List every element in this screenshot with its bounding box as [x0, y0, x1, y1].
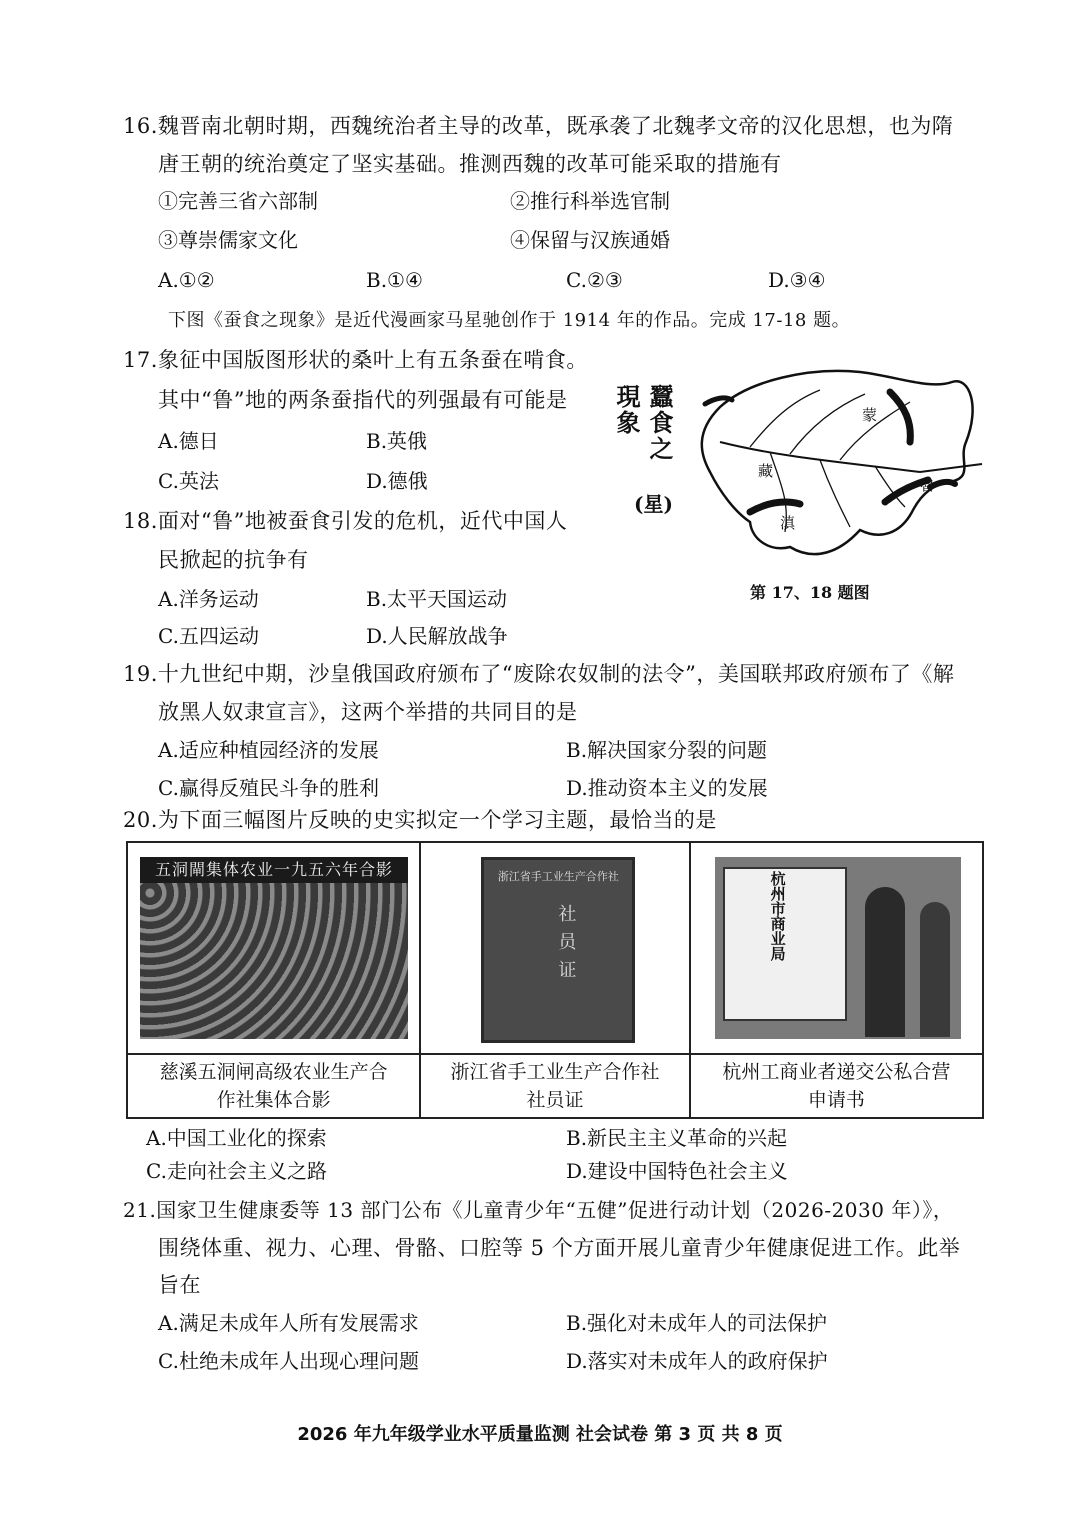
q17-option-b: B.英俄	[366, 429, 428, 453]
q16-option-b: B.①④	[366, 268, 423, 292]
caption-3-line2: 申请书	[807, 1089, 865, 1111]
q21-stem-line2: 围绕体重、视力、心理、骨骼、口腔等 5 个方面开展儿童青少年健康促进工作。此举	[158, 1236, 961, 1260]
application-photo	[691, 843, 982, 1053]
cartoon-signature: (星)	[634, 492, 673, 516]
q19-option-b: B.解决国家分裂的问题	[566, 738, 768, 762]
picture-caption-3	[690, 1054, 983, 1118]
q19-option-c: C.赢得反殖民斗争的胜利	[158, 776, 379, 800]
q17-stem-line1: 17.象征中国版图形状的桑叶上有五条蚕在啃食。	[123, 348, 588, 372]
picture-cell-2	[420, 842, 689, 1054]
q19-stem-line2: 放黑人奴隶宣言》，这两个举措的共同目的是	[158, 700, 578, 724]
q20-option-d: D.建设中国特色社会主义	[566, 1159, 788, 1183]
q16-option-a: A.①②	[158, 268, 215, 292]
caption-1-line2: 作社集体合影	[216, 1089, 331, 1111]
q16-item-3: ③尊崇儒家文化	[158, 228, 298, 252]
picture-caption-1	[127, 1054, 420, 1118]
q18-stem-line2: 民掀起的抗争有	[158, 548, 309, 572]
q18-option-b: B.太平天国运动	[366, 587, 508, 611]
q18-option-d: D.人民解放战争	[366, 624, 508, 648]
q17-option-c: C.英法	[158, 469, 219, 493]
member-card-photo	[421, 843, 688, 1053]
q16-item-2: ②推行科举选官制	[510, 189, 670, 213]
q21-stem-line3: 旨在	[158, 1273, 201, 1297]
card-top-text: 浙江省手工业生产合作社	[497, 870, 619, 883]
q17-stem-line2: 其中“鲁”地的两条蚕指代的列强最有可能是	[158, 388, 568, 412]
cartoon-label-dian: 滇	[780, 514, 796, 532]
q19-stem-line1: 19.十九世纪中期，沙皇俄国政府颁布了“废除农奴制的法令”，美国联邦政府颁布了《解	[123, 662, 955, 686]
q19-option-d: D.推动资本主义的发展	[566, 776, 768, 800]
q16-stem-line2: 唐王朝的统治奠定了坚实基础。推测西魏的改革可能采取的措施有	[158, 152, 782, 176]
q20-option-c: C.走向社会主义之路	[146, 1159, 327, 1183]
picture-cell-1	[127, 842, 420, 1054]
picture-cell-3	[690, 842, 983, 1054]
q20-stem: 20.为下面三幅图片反映的史实拟定一个学习主题，最恰当的是	[123, 808, 717, 832]
q16-item-1: ①完善三省六部制	[158, 189, 318, 213]
caption-1-line1: 慈溪五洞闸高级农业生产合	[159, 1061, 388, 1083]
q21-option-b: B.强化对未成年人的司法保护	[566, 1311, 828, 1335]
q16-option-c: C.②③	[566, 268, 623, 292]
group-photo-banner: 五洞閘集体农业一九五六年合影	[140, 857, 408, 883]
q18-stem-line1: 18.面对“鲁”地被蚕食引发的危机，近代中国人	[123, 509, 568, 533]
q17-option-d: D.德俄	[366, 469, 428, 493]
card-main-text: 社员证	[555, 904, 577, 988]
cartoon-label-zang: 藏	[758, 462, 774, 480]
shop-sign-text: 杭州市商业局	[768, 871, 787, 961]
cartoon-title-col1: 蠶食之	[645, 384, 674, 462]
q16-stem-line1: 16.魏晋南北朝时期，西魏统治者主导的改革，既承袭了北魏孝文帝的汉化思想，也为隋	[123, 114, 954, 138]
crowd-texture	[140, 883, 408, 1039]
caption-2-line1: 浙江省手工业生产合作社	[450, 1061, 660, 1083]
q19-option-a: A.适应种植园经济的发展	[158, 738, 379, 762]
coop-group-photo	[128, 843, 419, 1053]
cartoon-figure	[612, 362, 990, 577]
cartoon-caption: 第 17、18 题图	[750, 583, 870, 602]
caption-2-line2: 社员证	[526, 1089, 584, 1111]
q20-option-b: B.新民主主义革命的兴起	[566, 1126, 788, 1150]
intro-17-18: 下图《蚕食之现象》是近代漫画家马星驰创作于 1914 年的作品。完成 17-18 题。	[168, 310, 851, 331]
cartoon-title-col2: 現象	[612, 384, 641, 436]
mulberry-leaf-drawing	[690, 362, 990, 577]
q20-option-a: A.中国工业化的探索	[146, 1126, 327, 1150]
q21-option-c: C.杜绝未成年人出现心理问题	[158, 1349, 419, 1373]
q17-option-a: A.德日	[158, 429, 219, 453]
q20-picture-table	[126, 841, 984, 1119]
q21-stem-line1: 21.国家卫生健康委等 13 部门公布《儿童青少年“五健”促进行动计划（2026-2030 年）》，	[123, 1198, 954, 1222]
q16-item-4: ④保留与汉族通婚	[510, 228, 670, 252]
cartoon-label-meng: 蒙	[862, 406, 878, 424]
q21-option-d: D.落实对未成年人的政府保护	[566, 1349, 828, 1373]
cartoon-label-lu: 魯	[920, 476, 936, 494]
q16-option-d: D.③④	[768, 268, 826, 292]
page-footer: 2026 年九年级学业水平质量监测 社会试卷 第 3 页 共 8 页	[297, 1424, 783, 1445]
q18-option-a: A.洋务运动	[158, 587, 259, 611]
q21-option-a: A.满足未成年人所有发展需求	[158, 1311, 419, 1335]
caption-3-line1: 杭州工商业者递交公私合营	[722, 1061, 951, 1083]
q18-option-c: C.五四运动	[158, 624, 259, 648]
picture-caption-2	[420, 1054, 689, 1118]
